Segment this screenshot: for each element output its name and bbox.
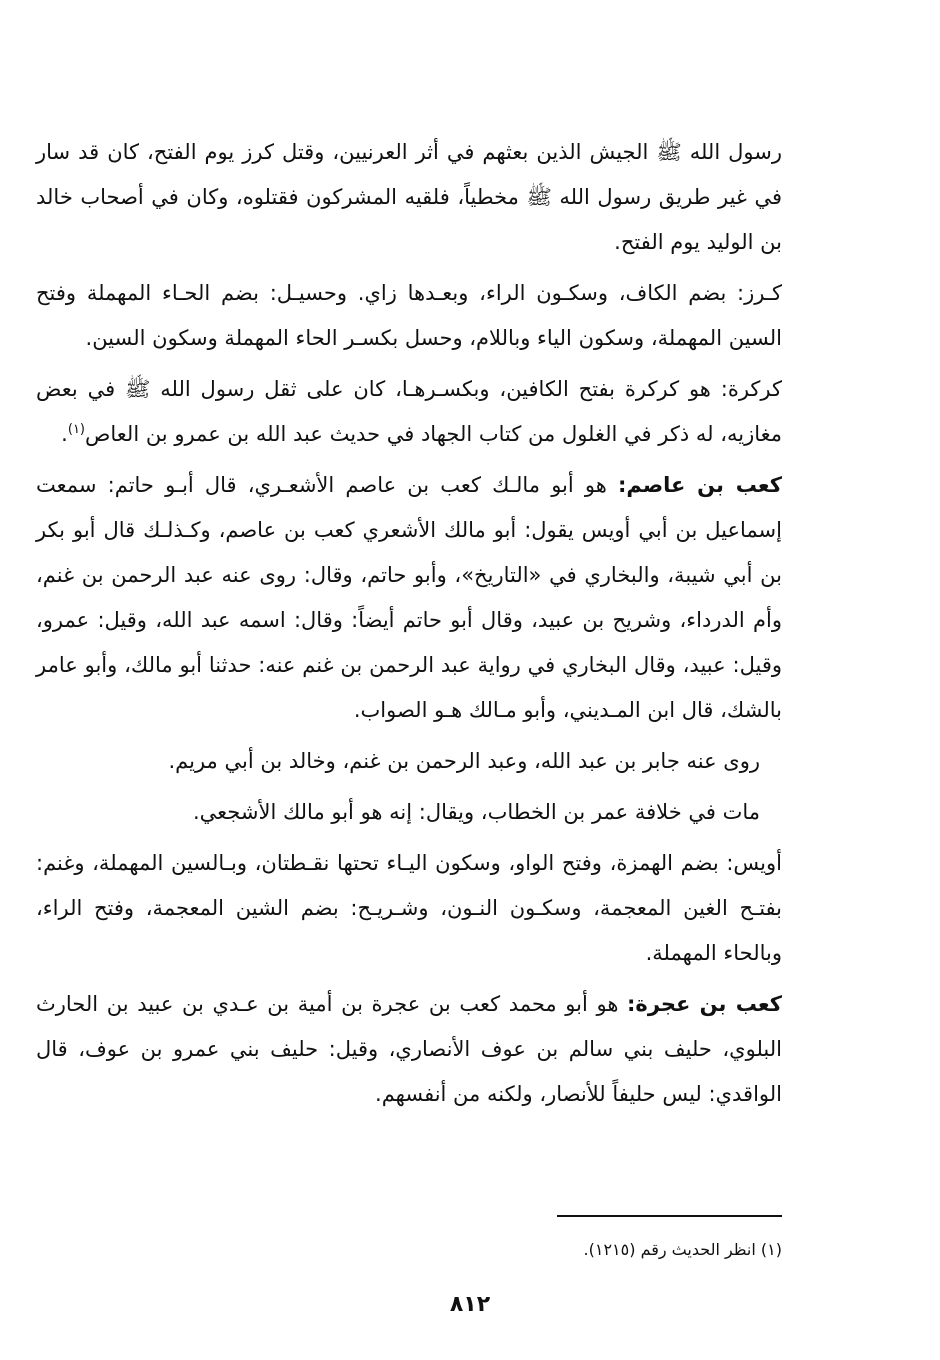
entry-term: كعب بن عاصم:: [617, 473, 782, 497]
paragraph-6: [36, 790, 782, 835]
paragraph-4: [36, 463, 782, 733]
paragraph-text: كـرز: بضم الكاف، وسكـون الراء، وبعـدها زاي. وحسيـل: بضم الحـاء المهملة وفتح السين المهملة، وسكون الياء وباللام، وحسل بكسـر الحاء المهملة وسكون السين.: [36, 281, 782, 350]
paragraph-text: كركرة: هو كركرة بفتح الكافين، وبكسـرهـا، كان على ثقل رسول الله ﷺ في بعض مغازيه، له ذكر في الغلول من كتاب الجهاد في حديث عبد الله بن عمرو بن العاص: [36, 377, 782, 446]
paragraph-text: هو أبو مالـك كعب بن عاصم الأشعـري، قال أبـو حاتم: سمعت إسماعيل بن أبي أويس يقول: أبو مالك الأشعري كعب بن عاصم، وكـذلـك قال أبو بكر بن أبي شيبة، والبخاري في «التاريخ»، وأبو حاتم، وقال: روى عنه عبد الرحمن بن غنم، وأم الدرداء، وشريح بن عبيد، وقال أبو حاتم أيضاً: وقال: اسمه عبد الله، وقيل: عمرو، وقيل: عبيد، وقال البخاري في رواية عبد الرحمن بن غنم عنه: حدثنا أبو مالك، وأبو عامر بالشك، قال ابن المـديني، وأبو مـالك هـو الصواب.: [36, 473, 782, 722]
paragraph-3: [36, 367, 782, 457]
paragraph-1: [36, 130, 782, 265]
paragraph-7: [36, 841, 782, 976]
entry-term: كعب بن عجرة:: [627, 992, 782, 1016]
paragraph-5: [36, 739, 782, 784]
page-body: [36, 130, 782, 1123]
paragraph-tail: .: [61, 422, 68, 446]
page-number: ٨١٢: [449, 1292, 491, 1317]
paragraph-text: أويس: بضم الهمزة، وفتح الواو، وسكون اليـاء تحتها نقـطتان، وبـالسين المهملة، وغنم: بفتـح الغين المعجمة، وسكـون النـون، وشـريـح: بضم الشين المعجمة، وفتح الراء، وبالحاء المهملة.: [36, 851, 782, 965]
paragraph-text: هو أبو محمد كعب بن عجرة بن أمية بن عـدي بن عبيد بن الحارث البلوي، حليف بني سالم بن عوف الأنصاري، وقيل: حليف بني عمرو بن عوف، قال الواقدي: ليس حليفاً للأنصار، ولكنه من أنفسهم.: [36, 992, 782, 1106]
paragraph-text: رسول الله ﷺ الجيش الذين بعثهم في أثر العرنيين، وقتل كرز يوم الفتح، كان قد سار في غير طريق رسول الله ﷺ مخطياً، فلقيه المشركون فقتلوه، وكان في أصحاب خالد بن الوليد يوم الفتح.: [36, 140, 782, 254]
footnote: (١) انظر الحديث رقم (١٢١٥).: [583, 1240, 782, 1259]
paragraph-text: مات في خلافة عمر بن الخطاب، ويقال: إنه هو أبو مالك الأشجعي.: [193, 800, 760, 824]
footnote-divider: [557, 1215, 782, 1217]
footnote-reference: (١): [67, 422, 85, 437]
paragraph-2: [36, 271, 782, 361]
paragraph-text: روى عنه جابر بن عبد الله، وعبد الرحمن بن غنم، وخالد بن أبي مريم.: [168, 749, 760, 773]
paragraph-8: [36, 982, 782, 1117]
